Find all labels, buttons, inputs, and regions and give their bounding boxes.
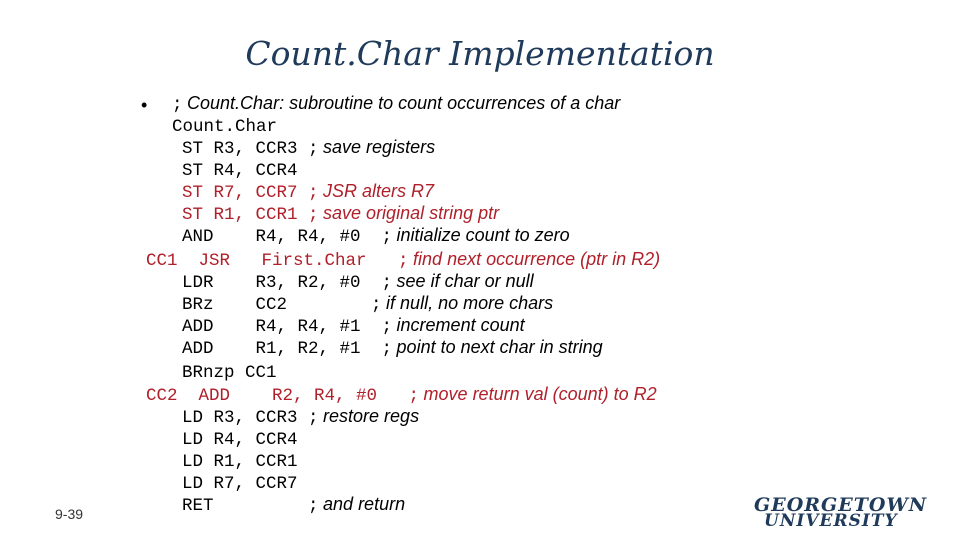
code-line xyxy=(172,114,277,138)
code-comment: move return val (count) to R2 xyxy=(423,384,657,404)
code-text: Count.Char xyxy=(172,117,278,137)
code-comment: restore regs xyxy=(323,406,420,426)
code-line xyxy=(182,336,603,360)
code-text: ST R4, CCR4 xyxy=(182,161,298,181)
bullet-marker: • xyxy=(141,95,148,115)
code-line xyxy=(182,449,298,473)
code-line xyxy=(182,314,525,338)
code-text: RET ; xyxy=(182,496,319,516)
slide-title: Count.Char Implementation xyxy=(245,34,715,73)
code-comment: increment count xyxy=(396,315,525,335)
code-line xyxy=(182,292,553,316)
code-line xyxy=(146,383,657,407)
code-line xyxy=(182,202,499,226)
code-text: CC1 JSR First.Char ; xyxy=(146,251,409,271)
code-text: LD R7, CCR7 xyxy=(182,474,298,494)
code-comment: initialize count to zero xyxy=(396,225,570,245)
code-line xyxy=(182,427,298,451)
code-line xyxy=(182,136,435,160)
code-comment: point to next char in string xyxy=(396,337,603,357)
code-text: LD R1, CCR1 xyxy=(182,452,298,472)
code-line xyxy=(182,224,570,248)
code-line xyxy=(182,493,405,517)
logo-line-2: UNIVERSITY xyxy=(764,511,898,531)
code-text: ST R1, CCR1 ; xyxy=(182,205,319,225)
code-text: ST R7, CCR7 ; xyxy=(182,183,319,203)
code-comment: JSR alters R7 xyxy=(323,181,435,201)
code-line xyxy=(182,158,298,182)
code-text: ST R3, CCR3 ; xyxy=(182,139,319,159)
code-text: CC2 ADD R2, R4, #0 ; xyxy=(146,386,420,406)
code-line xyxy=(146,248,660,272)
logo-line-1: GEORGETOWN xyxy=(754,494,928,516)
code-text: BRz CC2 ; xyxy=(182,295,382,315)
code-line xyxy=(182,360,277,384)
code-comment: and return xyxy=(323,494,406,514)
code-line xyxy=(182,180,434,204)
code-text: ADD R4, R4, #1 ; xyxy=(182,317,393,337)
page-number: 9-39 xyxy=(55,506,84,522)
code-text: ; xyxy=(172,95,183,115)
code-comment: save original string ptr xyxy=(323,203,500,223)
code-comment: see if char or null xyxy=(396,271,534,291)
code-text: LD R4, CCR4 xyxy=(182,430,298,450)
georgetown-logo xyxy=(750,494,935,530)
code-text: ADD R1, R2, #1 ; xyxy=(182,339,393,359)
code-text: LD R3, CCR3 ; xyxy=(182,408,319,428)
code-text: LDR R3, R2, #0 ; xyxy=(182,273,393,293)
code-comment: if null, no more chars xyxy=(386,293,554,313)
code-line xyxy=(182,270,534,294)
code-text: BRnzp CC1 xyxy=(182,363,277,383)
code-comment: find next occurrence (ptr in R2) xyxy=(413,249,661,269)
code-line xyxy=(182,471,298,495)
code-comment: save registers xyxy=(323,137,436,157)
code-comment: Count.Char: subroutine to count occurrences of a char xyxy=(187,93,621,113)
code-line xyxy=(182,405,419,429)
code-text: AND R4, R4, #0 ; xyxy=(182,227,393,247)
code-line xyxy=(172,92,620,116)
